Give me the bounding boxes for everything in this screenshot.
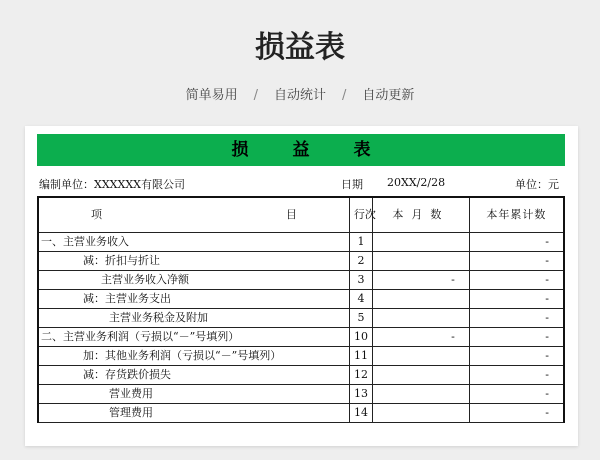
table-row — [38, 309, 564, 328]
table-row — [38, 271, 564, 290]
currency-unit: 单位：元 — [515, 178, 559, 191]
table-row — [38, 385, 564, 404]
row-line-no[interactable]: 13 — [349, 385, 372, 404]
tag-separator: / — [253, 88, 258, 103]
row-item[interactable]: 一、主营业务收入 — [38, 233, 349, 252]
row-line-no[interactable]: 2 — [349, 252, 372, 271]
spreadsheet-card — [25, 126, 578, 446]
tag-auto-update: 自动更新 — [362, 88, 415, 103]
row-this-month[interactable] — [373, 404, 470, 423]
table-row — [38, 290, 564, 309]
row-year-to-date[interactable]: - — [469, 271, 564, 290]
tag-easy: 简单易用 — [185, 88, 238, 103]
header-year-to-date: 本年累计数 — [469, 197, 564, 233]
header-item-right: 目 — [285, 208, 297, 221]
page-title: 损益表 — [255, 30, 345, 65]
income-statement-table — [37, 196, 565, 423]
tagline — [0, 84, 600, 103]
row-item[interactable]: 减：折扣与折让 — [38, 252, 349, 271]
row-item[interactable]: 营业费用 — [38, 385, 349, 404]
table-row — [38, 233, 564, 252]
row-year-to-date[interactable]: - — [469, 252, 564, 271]
row-line-no[interactable]: 10 — [349, 328, 372, 347]
row-year-to-date[interactable]: - — [469, 366, 564, 385]
company-unit: 编制单位：XXXXXX有限公司 — [39, 178, 185, 191]
header-item-left: 项 — [91, 208, 102, 221]
row-this-month[interactable] — [373, 309, 470, 328]
row-line-no[interactable]: 5 — [349, 309, 372, 328]
report-banner — [37, 134, 565, 166]
row-item[interactable]: 主营业务收入净额 — [38, 271, 349, 290]
table-row — [38, 328, 564, 347]
date-label: 日期 — [341, 178, 363, 191]
row-year-to-date[interactable]: - — [469, 233, 564, 252]
row-year-to-date[interactable]: - — [469, 309, 564, 328]
row-line-no[interactable]: 1 — [349, 233, 372, 252]
row-this-month[interactable] — [373, 366, 470, 385]
header-this-month: 本月数 — [373, 197, 470, 233]
row-year-to-date[interactable]: - — [469, 328, 564, 347]
row-this-month[interactable] — [373, 290, 470, 309]
table-header-row — [38, 197, 564, 233]
row-line-no[interactable]: 4 — [349, 290, 372, 309]
row-item[interactable]: 主营业务税金及附加 — [38, 309, 349, 328]
row-this-month[interactable] — [373, 233, 470, 252]
row-line-no[interactable]: 11 — [349, 347, 372, 366]
report-title: 损益表 — [231, 140, 415, 160]
row-line-no[interactable]: 3 — [349, 271, 372, 290]
row-year-to-date[interactable]: - — [469, 290, 564, 309]
row-line-no[interactable]: 14 — [349, 404, 372, 423]
row-this-month[interactable] — [373, 252, 470, 271]
date-value: 20XX/2/28 — [387, 176, 446, 189]
row-item[interactable]: 减：主营业务支出 — [38, 290, 349, 309]
table-row — [38, 404, 564, 423]
tag-auto-stats: 自动统计 — [273, 88, 326, 103]
header-line-no: 行次 — [349, 197, 372, 233]
tag-separator: / — [342, 88, 347, 103]
row-year-to-date[interactable]: - — [469, 404, 564, 423]
row-this-month[interactable]: - — [373, 328, 470, 347]
table-row — [38, 252, 564, 271]
row-year-to-date[interactable]: - — [469, 347, 564, 366]
table-row — [38, 366, 564, 385]
row-line-no[interactable]: 12 — [349, 366, 372, 385]
row-this-month[interactable]: - — [373, 271, 470, 290]
row-item[interactable]: 管理费用 — [38, 404, 349, 423]
row-year-to-date[interactable]: - — [469, 385, 564, 404]
row-item[interactable]: 加：其他业务利润（亏损以“－”号填列） — [38, 347, 349, 366]
header-item — [38, 197, 349, 233]
table-row — [38, 347, 564, 366]
row-item[interactable]: 减：存货跌价损失 — [38, 366, 349, 385]
row-item[interactable]: 二、主营业务利润（亏损以“－”号填列） — [38, 328, 349, 347]
row-this-month[interactable] — [373, 385, 470, 404]
row-this-month[interactable] — [373, 347, 470, 366]
